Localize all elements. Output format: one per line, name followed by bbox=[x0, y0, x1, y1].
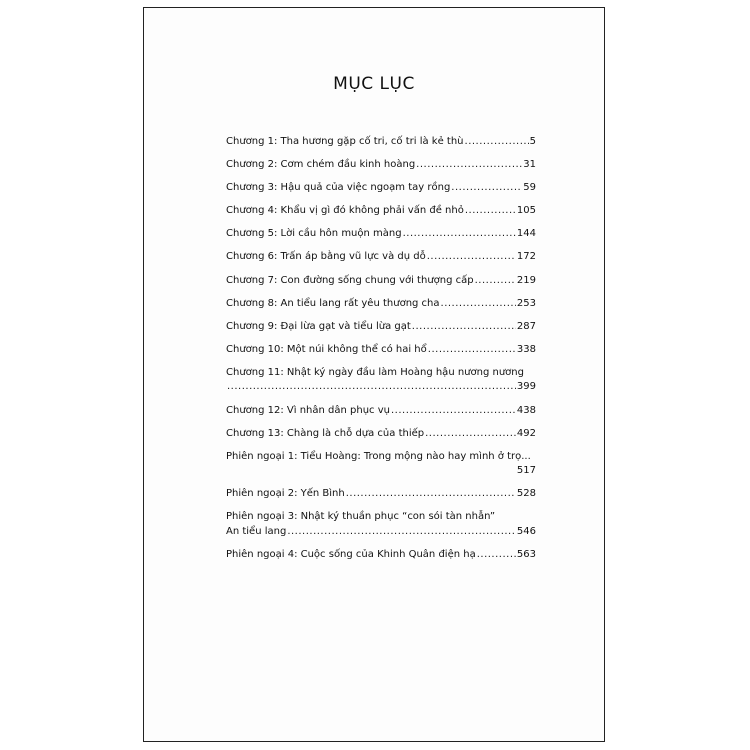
toc-entry-label: Phiên ngoại 3: Nhật ký thuần phục “con sói tàn nhẫn” bbox=[226, 511, 496, 523]
toc-entry-label: Chương 11: Nhật ký ngày đầu làm Hoàng hậu nương nương bbox=[226, 366, 524, 378]
toc-entry-label: Chương 8: An tiểu lang rất yêu thương cha bbox=[226, 297, 440, 309]
toc-entry-chapter-11 bbox=[226, 366, 536, 395]
dot-leader bbox=[477, 548, 516, 563]
dot-leader bbox=[465, 135, 529, 150]
dot-leader bbox=[346, 487, 516, 502]
toc-entry-page: 144 bbox=[516, 228, 536, 240]
toc-entry-chapter-9 bbox=[226, 320, 536, 335]
toc-entry-page: 399 bbox=[516, 381, 536, 393]
dot-leader bbox=[425, 427, 516, 442]
toc-entry-label: Phiên ngoại 4: Cuộc sống của Khinh Quân điện hạ bbox=[226, 549, 476, 560]
toc-entry-label-continued: An tiểu lang bbox=[226, 525, 287, 537]
toc-entry-label: Chương 7: Con đường sống chung với thượng cấp bbox=[226, 274, 474, 286]
toc-entry-label: Chương 12: Vì nhân dân phục vụ bbox=[226, 404, 390, 416]
toc-entry-chapter-4 bbox=[226, 204, 536, 219]
toc-entry-page: 219 bbox=[516, 274, 536, 286]
dot-leader bbox=[227, 380, 516, 395]
toc-entry-chapter-1 bbox=[226, 135, 536, 150]
toc-entry-page: 172 bbox=[516, 251, 536, 263]
dot-leader bbox=[475, 274, 516, 289]
toc-entry-extra-1 bbox=[226, 450, 536, 479]
toc-entry-label: Chương 6: Trấn áp bằng vũ lực và dụ dỗ bbox=[226, 251, 426, 263]
toc-entry-page: 517 bbox=[516, 465, 536, 477]
toc-entry-chapter-6 bbox=[226, 250, 536, 265]
page-title: MỤC LỤC bbox=[333, 74, 415, 94]
toc-entry-label: Phiên ngoại 1: Tiểu Hoàng: Trong mộng nào hay mình ở trọ... bbox=[226, 450, 531, 462]
toc-entry-page: 438 bbox=[516, 404, 536, 416]
toc-entry-chapter-13 bbox=[226, 427, 536, 442]
book-page bbox=[143, 7, 605, 742]
table-of-contents bbox=[226, 135, 536, 571]
dot-leader bbox=[465, 204, 516, 219]
dot-leader bbox=[441, 297, 516, 312]
toc-entry-label: Chương 4: Khẩu vị gì đó không phải vấn đề nhỏ bbox=[226, 205, 464, 217]
toc-entry-page: 31 bbox=[523, 159, 536, 171]
toc-entry-page: 5 bbox=[529, 136, 536, 147]
dot-leader bbox=[287, 525, 516, 540]
toc-entry-chapter-7 bbox=[226, 274, 536, 289]
toc-entry-label: Chương 9: Đại lừa gạt và tiểu lừa gạt bbox=[226, 320, 411, 332]
toc-entry-chapter-12 bbox=[226, 404, 536, 419]
toc-entry-label: Chương 10: Một núi không thể có hai hổ bbox=[226, 343, 427, 355]
toc-entry-page: 528 bbox=[516, 488, 536, 500]
toc-entry-page: 59 bbox=[523, 182, 536, 194]
toc-entry-page: 563 bbox=[516, 549, 536, 560]
toc-entry-chapter-2 bbox=[226, 158, 536, 173]
toc-entry-page: 287 bbox=[516, 320, 536, 332]
toc-entry-label: Chương 1: Tha hương gặp cố tri, cố tri là kẻ thù bbox=[226, 136, 464, 147]
toc-entry-page: 492 bbox=[516, 427, 536, 439]
dot-leader bbox=[451, 181, 522, 196]
dot-leader bbox=[427, 250, 516, 265]
toc-entry-page: 338 bbox=[516, 343, 536, 355]
dot-leader bbox=[391, 404, 516, 419]
toc-entry-extra-4 bbox=[226, 548, 536, 563]
toc-entry-page: 253 bbox=[516, 297, 536, 309]
toc-entry-extra-3 bbox=[226, 510, 536, 539]
toc-entry-chapter-10 bbox=[226, 343, 536, 358]
toc-entry-extra-2 bbox=[226, 487, 536, 502]
toc-entry-chapter-8 bbox=[226, 297, 536, 312]
toc-entry-page: 105 bbox=[516, 205, 536, 217]
toc-entry-chapter-5 bbox=[226, 227, 536, 242]
dot-leader bbox=[428, 343, 516, 358]
toc-entry-chapter-3 bbox=[226, 181, 536, 196]
dot-leader bbox=[403, 227, 516, 242]
toc-entry-page: 546 bbox=[516, 525, 536, 537]
toc-entry-label: Chương 5: Lời cầu hôn muộn màng bbox=[226, 228, 402, 240]
toc-entry-label: Chương 3: Hậu quả của việc ngoạm tay rồng bbox=[226, 182, 451, 194]
toc-entry-label: Phiên ngoại 2: Yến Bình bbox=[226, 488, 345, 500]
dot-leader bbox=[416, 158, 522, 173]
toc-entry-label: Chương 13: Chàng là chỗ dựa của thiếp bbox=[226, 427, 425, 439]
toc-entry-label: Chương 2: Cơm chém đầu kinh hoàng bbox=[226, 159, 416, 171]
dot-leader bbox=[412, 320, 516, 335]
